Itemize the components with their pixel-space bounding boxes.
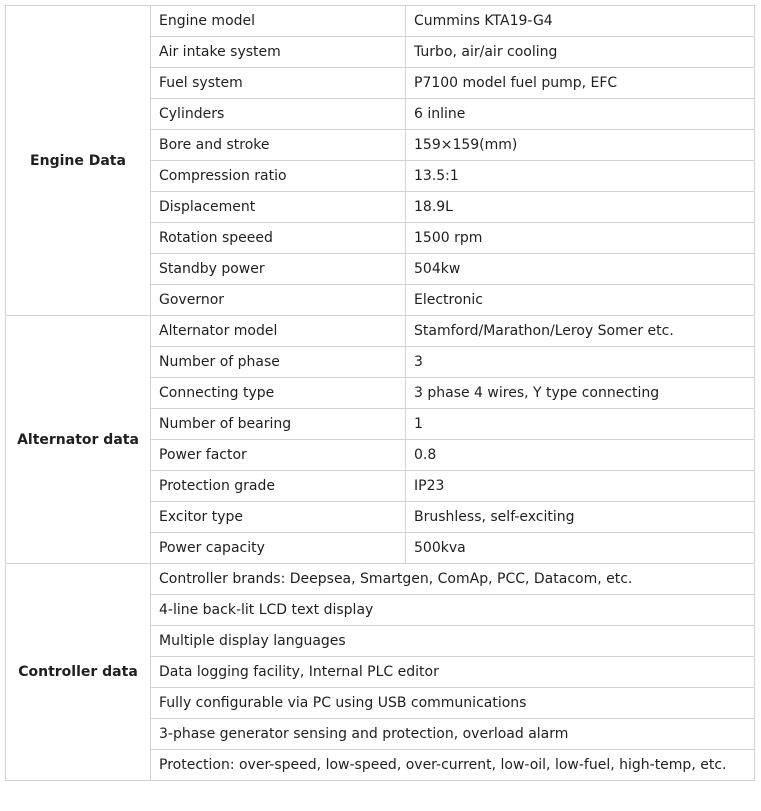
spec-value: P7100 model fuel pump, EFC [406, 68, 755, 99]
spec-feature: Controller brands: Deepsea, Smartgen, ComAp, PCC, Datacom, etc. [151, 564, 755, 595]
spec-label: Connecting type [151, 378, 406, 409]
spec-label: Bore and stroke [151, 130, 406, 161]
spec-feature: Multiple display languages [151, 626, 755, 657]
spec-table [5, 5, 755, 781]
spec-label: Fuel system [151, 68, 406, 99]
spec-label: Standby power [151, 254, 406, 285]
section-title-alternator: Alternator data [6, 316, 151, 564]
spec-value: Turbo, air/air cooling [406, 37, 755, 68]
spec-label: Air intake system [151, 37, 406, 68]
spec-label: Engine model [151, 6, 406, 37]
spec-value: 1500 rpm [406, 223, 755, 254]
spec-label: Number of phase [151, 347, 406, 378]
spec-feature: 4-line back-lit LCD text display [151, 595, 755, 626]
spec-value: Stamford/Marathon/Leroy Somer etc. [406, 316, 755, 347]
table-row [6, 564, 755, 595]
spec-value: 1 [406, 409, 755, 440]
section-title-engine: Engine Data [6, 6, 151, 316]
spec-feature: Fully configurable via PC using USB communications [151, 688, 755, 719]
spec-label: Cylinders [151, 99, 406, 130]
spec-label: Displacement [151, 192, 406, 223]
spec-value: Brushless, self-exciting [406, 502, 755, 533]
spec-value: Electronic [406, 285, 755, 316]
spec-value: 500kva [406, 533, 755, 564]
spec-label: Power capacity [151, 533, 406, 564]
table-row [6, 316, 755, 347]
spec-value: IP23 [406, 471, 755, 502]
spec-value: 6 inline [406, 99, 755, 130]
spec-label: Number of bearing [151, 409, 406, 440]
spec-label: Alternator model [151, 316, 406, 347]
spec-value: 3 phase 4 wires, Y type connecting [406, 378, 755, 409]
spec-value: 159×159(mm) [406, 130, 755, 161]
spec-value: 18.9L [406, 192, 755, 223]
spec-feature: Data logging facility, Internal PLC editor [151, 657, 755, 688]
spec-label: Compression ratio [151, 161, 406, 192]
spec-label: Rotation speeed [151, 223, 406, 254]
table-row [6, 6, 755, 37]
spec-feature: Protection: over-speed, low-speed, over-current, low-oil, low-fuel, high-temp, etc. [151, 750, 755, 781]
spec-value: 3 [406, 347, 755, 378]
spec-value: 504kw [406, 254, 755, 285]
spec-label: Power factor [151, 440, 406, 471]
spec-label: Excitor type [151, 502, 406, 533]
spec-value: 0.8 [406, 440, 755, 471]
spec-feature: 3-phase generator sensing and protection, overload alarm [151, 719, 755, 750]
spec-label: Governor [151, 285, 406, 316]
spec-value: Cummins KTA19-G4 [406, 6, 755, 37]
spec-label: Protection grade [151, 471, 406, 502]
spec-value: 13.5:1 [406, 161, 755, 192]
section-title-controller: Controller data [6, 564, 151, 781]
